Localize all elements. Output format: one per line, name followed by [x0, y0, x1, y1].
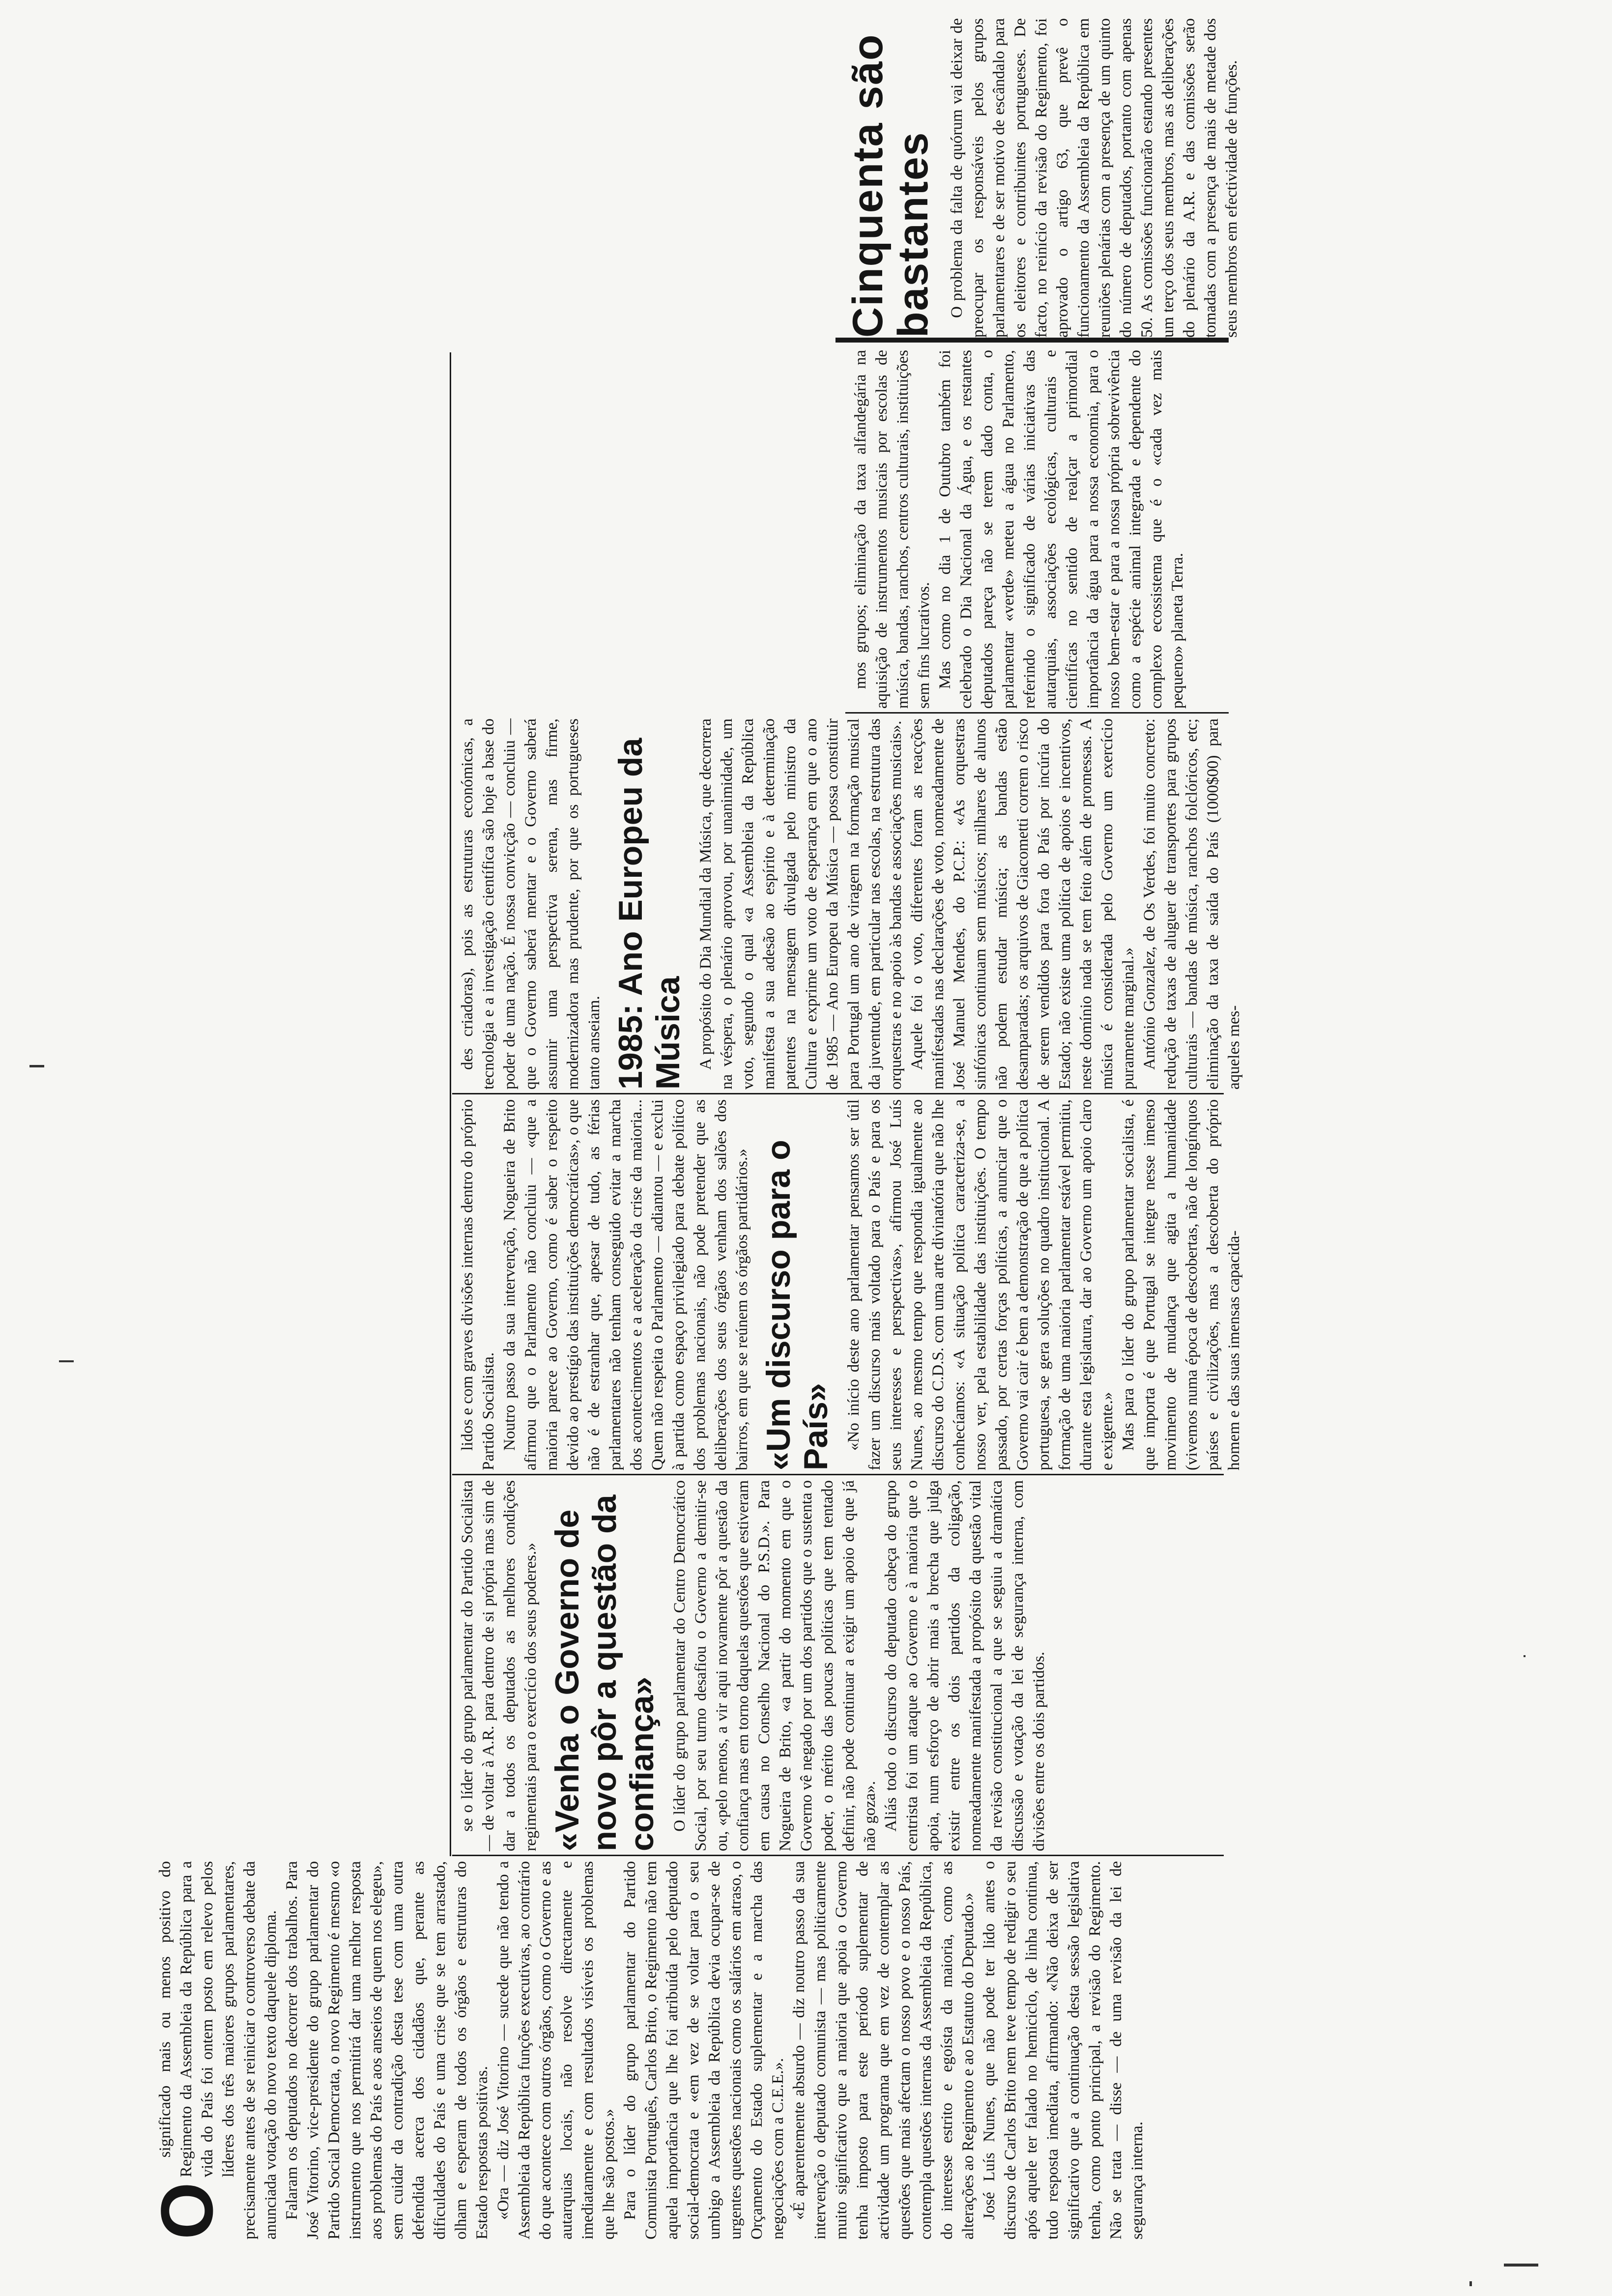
column-divider — [452, 1093, 1224, 1094]
paragraph: Aquele foi o voto, diferentes foram as reacções manifestadas nas declarações de voto, nomeadamente de José Manuel Mendes, do P.C.P.: «As orquestras sinfónicas continuam sem músicos; milhares de alunos não podem estudar música; as bandas estão desamparadas; os arquivos de Giacometti correm o risco de serem vendidos para fora do País por incúria do Estado; não existe uma política de apoios e incentivos, neste domínio nada se tem feito além de promessas. A música é considerada pelo Governo um exercício puramente marginal.» — [908, 718, 1137, 1090]
paragraph: lidos e com graves divisões internas dentro do próprio Partido Socialista. — [459, 1099, 497, 1470]
paragraph: Para o líder do grupo parlamentar do Partido Comunista Português, Carlos Brito, o Regimento não tem aquela importância que lhe foi atribuída pelo deputado social-democrata e «em vez de se voltar para o seu umbigo a Assembleia da República devia ocupar-se de urgentes questões nacionais como os salários em atraso, o Orçamento do Estado suplementar e a marcha das negociações com a C.E.E.». — [621, 1861, 787, 2239]
article-column-1 — [145, 1861, 1226, 2239]
drop-cap: O — [145, 2182, 228, 2239]
scan-speck — [29, 1065, 44, 1067]
paragraph: A propósito do Dia Mundial da Música, que decorrera na véspera, o plenário aprovou, por unanimidade, um voto, segundo o qual «a Assembleia da República manifesta a sua adesão ao espírito e à determinação patentes na mensagem divulgada pelo ministro da Cultura e exprime um voto de esperança em que o ano de 1985 — Ano Europeu da Música — possa constituir para Portugal um ano de viragem na formação musical da juventude, em particular nas escolas, na estrutura das orquestras e no apoio às bandas e associações musicais». — [697, 718, 905, 1090]
subheading: «Um discurso para o País» — [760, 1140, 835, 1470]
paragraph: «É aparentemente absurdo — diz noutro passo da sua intervenção o deputado comunista — mas politicamente muito significativo que a maioria que apoia o Governo tenha imposto para este período suplementar de actividade um programa que em vez de contemplar as questões que mais afectam o nosso povo e o nosso País, contempla questões internas da Assembleia da República, do interesse estrito e egoísta da maioria, como as alterações ao Regimento e ao Estatuto do Deputado.» — [790, 1861, 977, 2239]
paragraph: se o líder do grupo parlamentar do Partido Socialista — de voltar à A.R. para dentro de si própria mas sim de dar a todos os deputados as melhores condições regimentais para o exercício dos seus poderes.» — [459, 1480, 540, 1851]
paragraph: Aliás todo o discurso do deputado cabeça do grupo centrista foi um ataque ao Governo e à maioria que o apoia, num esforço de abrir mais a brecha que julga existir entre os dois partidos da coligação, nomeadamente manifestada a propósito da questão vital da revisão constitucional a que se seguiu a dramática discussão e votação da lei de segurança interna, com divisões entre os dois partidos. — [882, 1480, 1048, 1851]
paragraph: mos grupos; eliminação da taxa alfandegária na aquisição de instrumentos musicais por escolas de música, bandas, ranchos, centros culturais, instituições sem fins lucrativos. — [852, 350, 933, 709]
paragraph: significado mais ou menos positivo do Regimento da Assembleia da República para a vida do País foi ontem posto em relevo pelos líderes dos três maiores grupos parlamentares, precisamente antes de se reiniciar o controverso debate da anunciada votação do novo texto daquele diploma. — [156, 1861, 280, 2239]
paragraph: Falaram os deputados no decorrer dos trabalhos. Para José Vitorino, vice-presidente do grupo parlamentar do Partido Social Democrata, o novo Regimento é mesmo «o instrumento que nos permitirá dar uma melhor resposta aos problemas do País e aos anseios de quem nos elegeu», sem cuidar da contradição desta tese com uma outra defendida acerca dos cidadãos que, perante as dificuldades do País e uma crise que se tem arrastado, olham e esperam de todos os órgãos e estruturas do Estado respostas positivas. — [283, 1861, 491, 2239]
scan-speck — [1469, 2281, 1472, 2286]
paragraph: des criadoras), pois as estruturas económicas, a tecnologia e a investigação científica são hoje a base do poder de uma nação. É nossa convicção — concluiu — que o Governo saberá mentar e o Governo saberá assumir uma perspectiva serena, mas firme, modernizadora mas prudente, por que os portugueses tanto anseiam. — [459, 718, 603, 1090]
article-column-2 — [457, 1480, 1224, 1851]
top-rule — [450, 352, 451, 1856]
paragraph: José Luís Nunes, que não pode ter lido antes o discurso de Carlos Brito nem teve tempo de redigir o seu após aquele ter falado no hemiciclo, de linha continua, tudo resposta imediata, afirmando: «Não deixa de ser significativo que a continuação desta sessão legislativa tenha, como ponto principal, a revisão do Regimento. Não se trata — disse — de uma revisão da lei de segurança interna. — [980, 1861, 1146, 2239]
paragraph: «Ora — diz José Vitorino — sucede que não tendo a Assembleia da República funções executivas, ao contrário do que acontece com outros órgãos, como o Governo e as autarquias locais, não resolve directamente e imediatamente e com resultados visíveis os problemas que lhe são postos.» — [494, 1861, 618, 2239]
column-divider — [452, 1855, 1224, 1856]
sidebar-heading: Cinquenta são bastantes — [844, 33, 937, 338]
paragraph: Mas para o líder do grupo parlamentar socialista, é que importa é que Portugal se integre nesse imenso movimento de mudança que agita a humanidade (vivemos numa época de descobertas, não de longínquos países e civilizações, mas a descoberta do próprio homem e das suas imensas capacida- — [1120, 1099, 1243, 1470]
paragraph: «No início deste ano parlamentar pensamos ser útil fazer um discurso mais voltado para o País e para os seus interesses e perspectivas», afirmou José Luís Nunes, ao mesmo tempo que respondia igualmente ao discurso do C.D.S. com uma arte divinatória que não lhe conhecíamos: «A situação política caracteriza-se, a nosso ver, pela estabilidade das instituições. O tempo passado, por certas forças políticas, a anunciar que o Governo vai cair é bem a demonstração de que a política portuguesa, se gera soluções no quadro institucional. A formação de uma maioria parlamentar estável permitiu, durante esta legislatura, dar ao Governo um apoio claro e exigente.» — [845, 1099, 1116, 1470]
scan-speck — [59, 1360, 74, 1362]
paragraph: O líder do grupo parlamentar do Centro Democrático Social, por seu turno desafiou o Governo a demitir-se ou, «pelo menos, a vir aqui novamente pôr a questão da confiança mas em torno daquelas questões que estiveram em causa no Conselho Nacional do P.S.D.». Para Nogueira de Brito, «a partir do momento em que o Governo vê negado por um dos partidos que o sustenta o poder, o mérito das poucas políticas que tem tentado definir, não pode continuar a exigir um apoio de que já não goza». — [671, 1480, 879, 1851]
column-divider — [452, 1474, 1224, 1475]
subheading: 1985: Ano Europeu da Música — [612, 738, 687, 1090]
paragraph: Noutro passo da sua intervenção, Nogueira de Brito afirmou que o Parlamento não concluiu — «que a maioria parece ao Governo, como é saber o respeito devido ao prestígio das instituições democráticas», o que não é de estranhar que, apesar de tudo, as férias parlamentares não tenham conseguido evitar a marcha dos acontecimentos e a aceleração da crise da maioria... Quem não respeita o Parlamento — adiantou — e exclui à partida como espaço privilegiado para debate político dos problemas nacionais, não pode pretender que as deliberações dos seus órgãos venham dos salões dos bairros, em que se reúnem os órgãos partidários.» — [501, 1099, 751, 1470]
article-column-4 — [457, 718, 1243, 1090]
subheading: «Venha o Governo de novo pôr a questão da confiança» — [548, 1494, 661, 1851]
scan-speck — [1504, 2264, 1538, 2267]
sidebar-border — [835, 338, 1229, 343]
sidebar-box — [844, 18, 1240, 338]
paragraph: António Gonzalez, de Os Verdes, foi muito concreto: redução de taxas de aluguer de transportes para grupos culturais — bandas de música, ranchos folclóricos, etc; eliminação da taxa de saída do País (1000$00) para aqueles mes- — [1141, 718, 1243, 1090]
article-column-3 — [457, 1099, 1243, 1470]
article-column-5 — [850, 350, 1224, 709]
column-divider — [845, 712, 1229, 714]
paragraph: Mas como no dia 1 de Outubro também foi celebrado o Dia Nacional da Água, e os restantes deputados pareça não se terem dado conta, o parlamentar «verde» meteu a água no Parlamento, referindo o significado de várias iniciativas das autarquias, associações ecológicas, culturais e científicas no sentido de realçar a primordial importância da água para a nossa economia, para o nosso bem-estar e para a nossa própria sobrevivência como a espécie animal integrada e dependente do complexo ecossistema que é o «cada vez mais pequeno» planeta Terra. — [936, 350, 1186, 709]
sidebar-paragraph: O problema da falta de quórum vai deixar de preocupar os responsáveis pelos grupos parlamentares e de ser motivo de escândalo para os eleitores e contribuintes portugueses. De facto, no reinício da revisão do Regimento, foi aprovado o artigo 63, que prevê o funcionamento da Assembleia da República em reuniões plenárias com a presença de um quinto do número de deputados, portanto com apenas 50. As comissões funcionarão estando presentes um terço dos seus membros, mas as deliberações do plenário da A.R. e das comissões serão tomadas com a presença de mais de metade dos seus membros em efectividade de funções. — [948, 18, 1240, 338]
scan-speck — [1524, 1655, 1526, 1657]
